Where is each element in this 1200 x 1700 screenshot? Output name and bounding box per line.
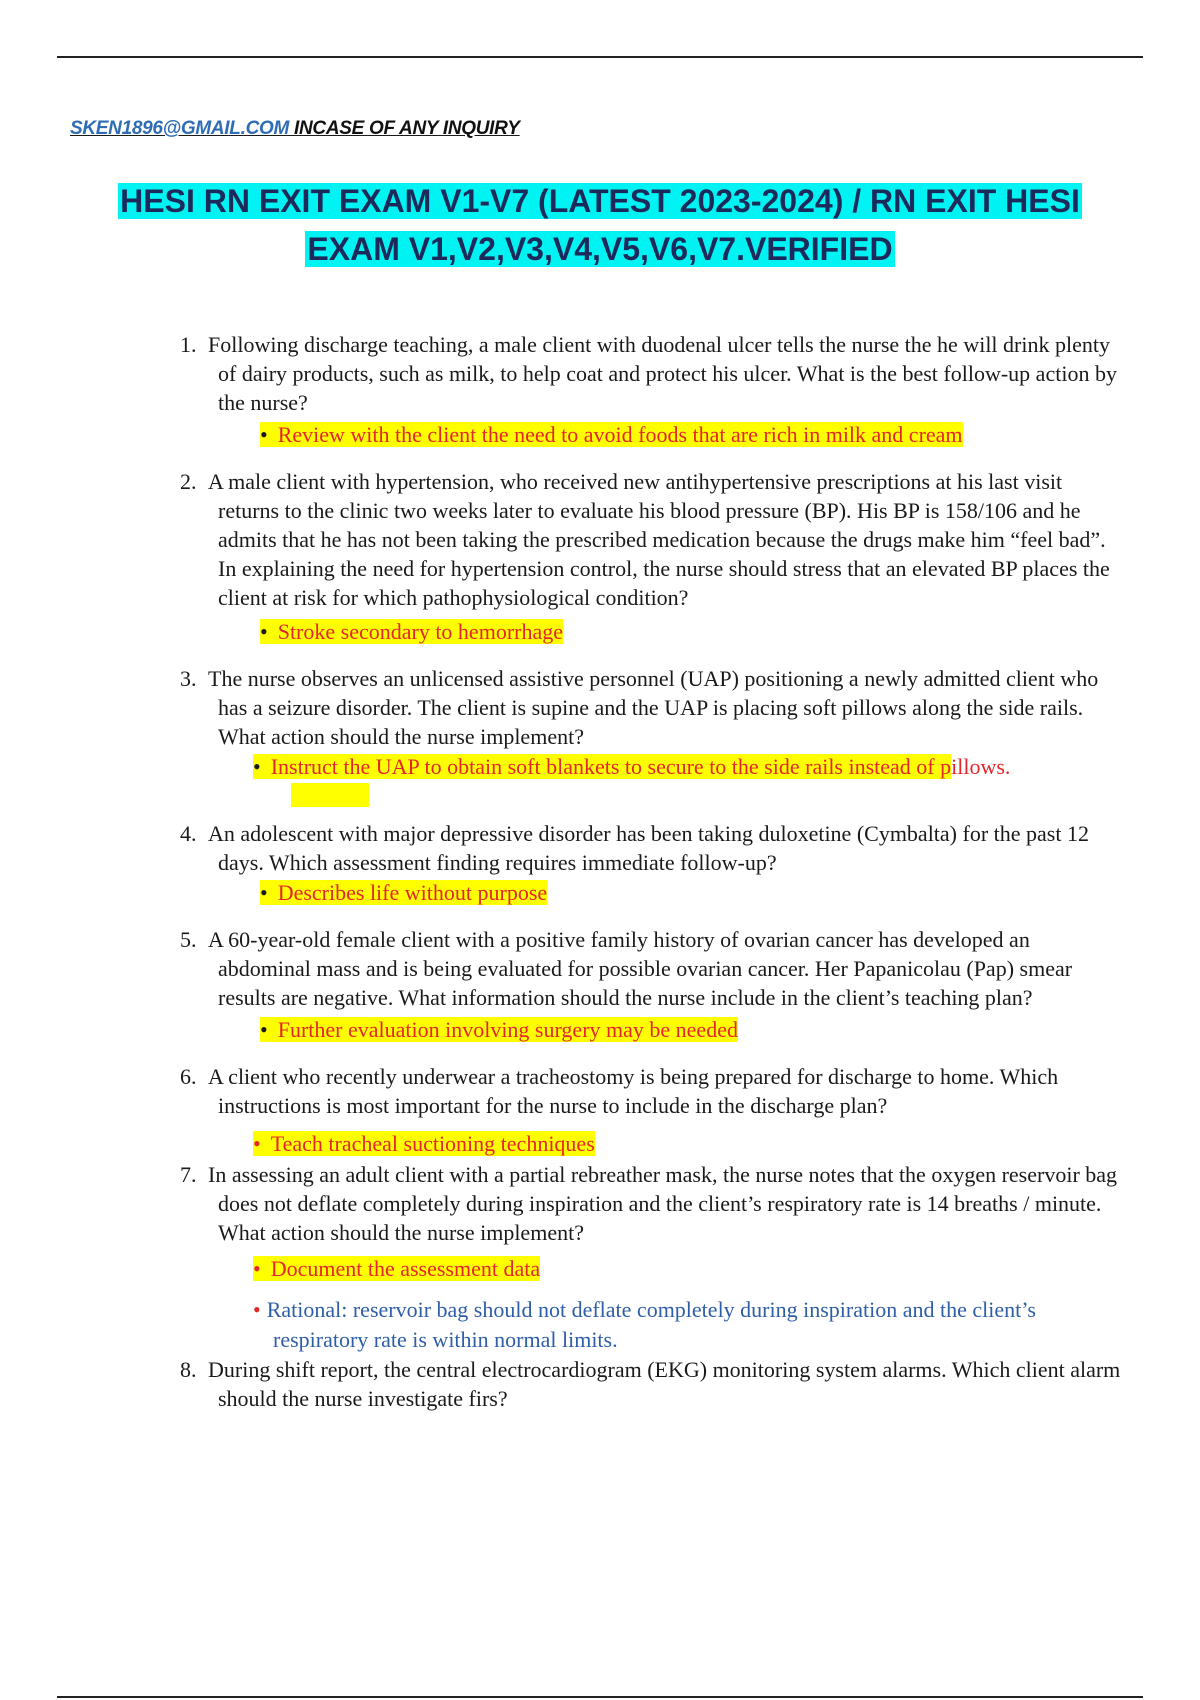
question-item: [180, 1062, 1125, 1158]
bullet-icon: •: [253, 1256, 261, 1281]
question-item: [180, 1355, 1125, 1413]
question-text: 5. A 60-year-old female client with a positive family history of ovarian cancer has developed an abdominal mass and is being evaluated for possible ovarian cancer. Her Papanicolau (Pap) smear results are negative. What information should the nurse include in the client’s teaching plan?: [180, 927, 1073, 1010]
bullet-icon: •: [260, 422, 268, 447]
answer: [260, 618, 1125, 646]
contact-email-link[interactable]: SKEN1896@GMAIL.COM: [70, 118, 290, 139]
answer-text-tail: illows.: [951, 754, 1011, 779]
answer-text: Document the assessment data: [270, 1256, 541, 1281]
question-number: 8.: [180, 1357, 197, 1382]
answer-text: Stroke secondary to hemorrhage: [277, 619, 563, 644]
title-line-2: EXAM V1,V2,V3,V4,V5,V6,V7.VERIFIED: [307, 231, 893, 267]
answer-text: Describes life without purpose: [277, 880, 548, 905]
question-text: 4. An adolescent with major depressive disorder has been taking duloxetine (Cymbalta) for the past 12 days. Which assessment finding requires immediate follow-up?: [180, 821, 1089, 875]
question-text: 8. During shift report, the central electrocardiogram (EKG) monitoring system alarms. Which client alarm should the nurse investigate firs?: [180, 1357, 1121, 1411]
highlight-fragment: [291, 783, 369, 807]
question-number: 2.: [180, 469, 197, 494]
question-text: 3. The nurse observes an unlicensed assistive personnel (UAP) positioning a newly admitted client who has a seizure disorder. The client is supine and the UAP is placing soft pillows along the side rails. What action should the nurse implement?: [180, 666, 1099, 749]
answer: [253, 1255, 1125, 1283]
bullet-icon: •: [260, 1017, 268, 1042]
question-number: 7.: [180, 1162, 197, 1187]
rationale-text: Rational: reservoir bag should not deflate completely during inspiration and the client’s respiratory rate is within normal limits.: [266, 1297, 1036, 1352]
contact-line: [70, 118, 520, 140]
bullet-icon: •: [253, 754, 261, 779]
document-title: [60, 177, 1140, 273]
answer: [260, 879, 1125, 907]
question-text: 6. A client who recently underwear a tracheostomy is being prepared for discharge to home. Which instructions is most important for the nurse to include in the discharge plan?: [180, 1064, 1059, 1118]
bullet-icon: •: [253, 1131, 261, 1156]
answer-text: Teach tracheal suctioning techniques: [270, 1131, 595, 1156]
question-item: [180, 819, 1125, 907]
title-line-1: HESI RN EXIT EXAM V1-V7 (LATEST 2023-2024) / RN EXIT HESI: [120, 183, 1080, 219]
question-number: 5.: [180, 927, 197, 952]
question-number: 6.: [180, 1064, 197, 1089]
bullet-icon: •: [253, 1297, 261, 1322]
answer-text: Further evaluation involving surgery may be needed: [277, 1017, 738, 1042]
question-text: 2. A male client with hypertension, who received new antihypertensive prescriptions at his last visit returns to the clinic two weeks later to evaluate his blood pressure (BP). His BP is 158/106 and he admits that he has not been taking the prescribed medication because the drugs make him “feel bad”. In explaining the need for hypertension control, the nurse should stress that an elevated BP places the client at risk for which pathophysiological condition?: [180, 469, 1110, 610]
answer: [260, 421, 1125, 449]
answer: [253, 1130, 1125, 1158]
rationale-note: [253, 1295, 1125, 1355]
question-number: 1.: [180, 332, 197, 357]
answer-text: Review with the client the need to avoid foods that are rich in milk and cream: [277, 422, 963, 447]
bullet-icon: •: [260, 619, 268, 644]
answer: [253, 753, 1125, 781]
question-item: [180, 925, 1125, 1044]
question-number: 4.: [180, 821, 197, 846]
contact-note: INCASE OF ANY INQUIRY: [289, 118, 520, 139]
question-item: [180, 664, 1125, 807]
top-rule: [57, 56, 1143, 58]
question-number: 3.: [180, 666, 197, 691]
answer-text: Instruct the UAP to obtain soft blankets to secure to the side rails instead of p: [270, 754, 952, 779]
question-text: 1. Following discharge teaching, a male client with duodenal ulcer tells the nurse the he will drink plenty of dairy products, such as milk, to help coat and protect his ulcer. What is the best follow-up action by the nurse?: [180, 332, 1117, 415]
question-list: [180, 330, 1125, 1413]
bullet-icon: •: [260, 880, 268, 905]
bottom-rule: [57, 1696, 1143, 1698]
question-item: [180, 467, 1125, 646]
question-item: [180, 330, 1125, 449]
question-item: [180, 1160, 1125, 1355]
question-text: 7. In assessing an adult client with a partial rebreather mask, the nurse notes that the oxygen reservoir bag does not deflate completely during inspiration and the client’s respiratory rate is 14 breaths / minute. What action should the nurse implement?: [180, 1162, 1118, 1245]
answer: [260, 1016, 1125, 1044]
